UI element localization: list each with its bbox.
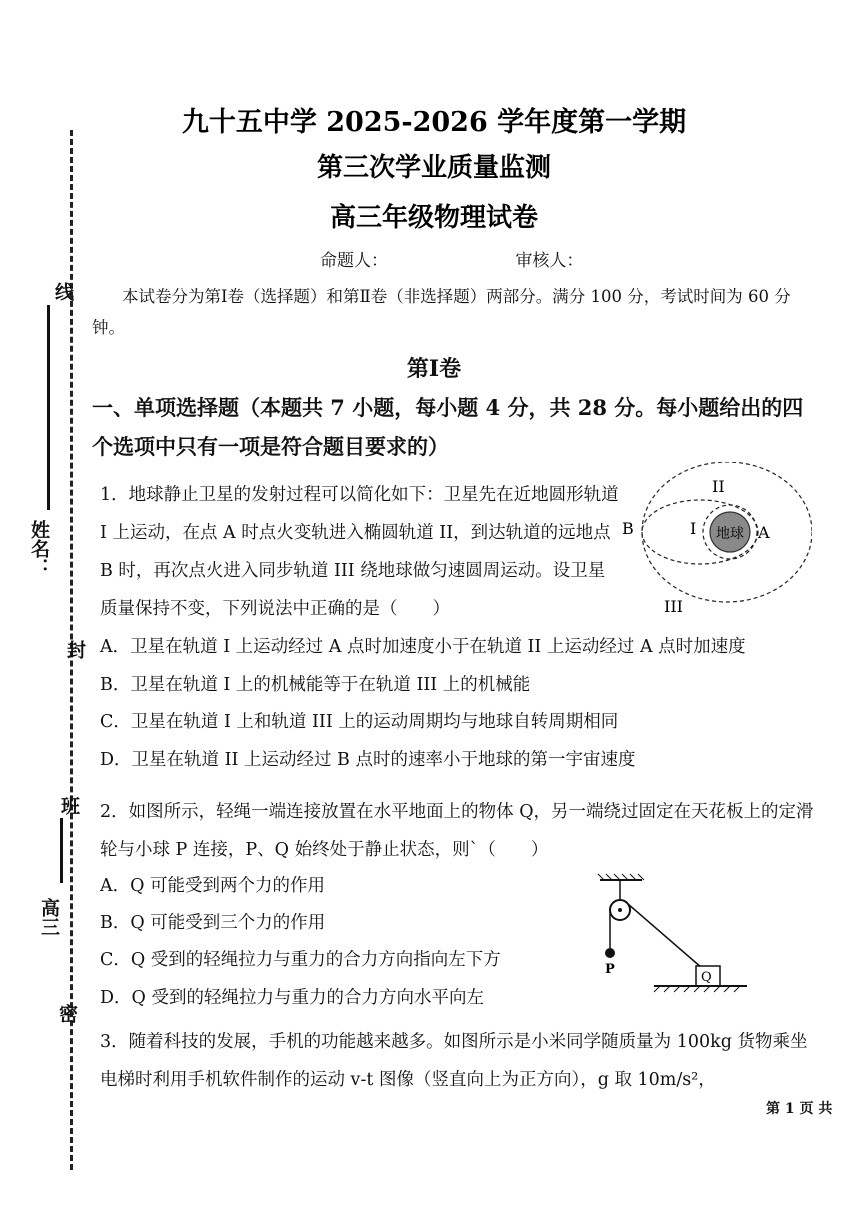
ball-p-label: P [605,962,615,977]
question-1-option-d: D．卫星在轨道 II 上运动经过 B 点时的速率小于地球的第一宇宙速度 [100,750,636,770]
setter-label: 命题人： [320,251,388,271]
name-label: 姓名： [28,520,50,577]
binding-seal2-label: 密 [56,1004,78,1023]
question-2-option-b: B．Q 可能受到三个力的作用 [100,913,326,933]
exam-title-monitor: 第三次学业质量监测 [316,153,551,183]
point-a-label: A [758,523,770,542]
exam-title-school: 九十五中学 2025-2026 学年度第一学期 [181,107,687,138]
page-footer: 第 1 页 共 [766,1101,833,1117]
authors-row [320,246,583,271]
grade-label: 高三 [38,898,60,936]
rope-to-q [628,904,702,968]
question-1-option-b: B．卫星在轨道 I 上的机械能等于在轨道 III 上的机械能 [100,675,531,695]
question-2-stem: 2．如图所示，轻绳一端连接放置在水平地面上的物体 Q，另一端绕过固定在天花板上的定滑轮与小球 P 连接，P、Q 始终处于静止状态，则`（ ） [100,802,814,860]
orbit-diagram [612,462,812,622]
question-1-option-a: A．卫星在轨道 I 上运动经过 A 点时加速度小于在轨道 II 上运动经过 A 点时加速度 [100,637,746,657]
question-1-option-c: C．卫星在轨道 I 上和轨道 III 上的运动周期均与地球自转周期相同 [100,712,619,732]
orbit-ii-label: II [712,477,725,496]
pulley-diagram [592,872,752,1002]
binding-seal-label: 封 [64,640,86,659]
orbit-iii-label: III [664,597,683,616]
class-label: 班 [58,796,80,815]
question-2-option-d: D．Q 受到的轻绳拉力与重力的合力方向水平向左 [100,988,484,1008]
orbit-i-label: I [690,519,697,538]
question-1-stem: 1．地球静止卫星的发射过程可以简化如下：卫星先在近地圆形轨道 I 上运动，在点 A 时点火变轨进入椭圆轨道 II，到达轨道的远地点 B 时，再次点火进入同步轨道 III 绕地球做匀速圆周运动。设卫星质量保持不变，下列说法中正确的是（ ） [100,485,619,619]
question-2-option-c: C．Q 受到的轻绳拉力与重力的合力方向指向左下方 [100,950,501,970]
section-heading: 一、单项选择题（本题共 7 小题，每小题 4 分，共 28 分。每小题给出的四个选项中只有一项是符合题目要求的） [92,395,804,459]
ball-p [605,948,615,958]
question-3-stem: 3．随着科技的发展，手机的功能越来越多。如图所示是小米同学随质量为 100kg 货物乘坐电梯时利用手机软件制作的运动 v-t 图像（竖直向上为正方向），g 取 10m/s²， [100,1032,808,1090]
exam-title-subject: 高三年级物理试卷 [329,203,538,233]
block-q-label: Q [701,970,712,985]
name-blank-line [47,305,50,510]
point-b-label: B [622,519,634,538]
reviewer-label: 审核人： [515,251,584,271]
volume-title: 第Ⅰ卷 [406,356,462,382]
binding-line-label: 线 [52,282,74,301]
question-2-option-a: A．Q 可能受到两个力的作用 [100,876,326,896]
class-blank-line [60,818,63,883]
earth-label: 地球 [716,526,744,542]
exam-intro: 本试卷分为第Ⅰ卷（选择题）和第Ⅱ卷（非选择题）两部分。满分 100 分，考试时间为 60 分钟。 [92,287,791,337]
